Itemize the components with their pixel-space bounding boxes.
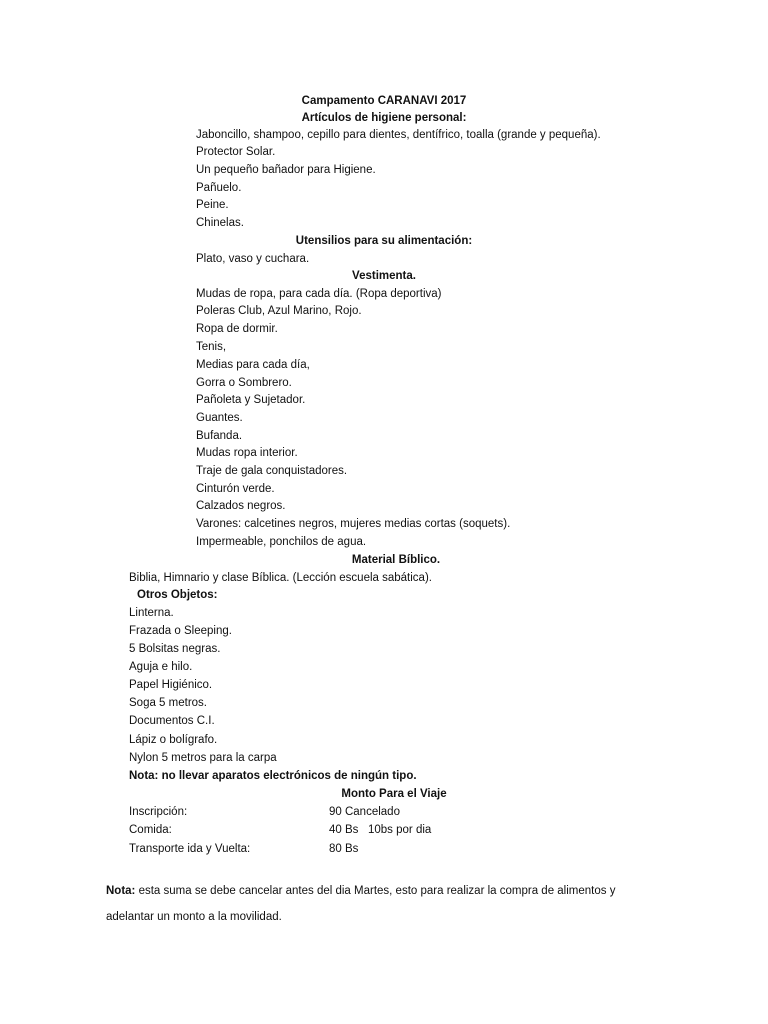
- final-note-text: esta suma se debe cancelar antes del dia Martes, esto para realizar la compra de alimentos y adelantar un monto a la movilidad.: [106, 885, 616, 923]
- list-item: Chinelas.: [196, 217, 244, 229]
- list-item: Frazada o Sleeping.: [129, 625, 232, 637]
- list-item: Nylon 5 metros para la carpa: [129, 752, 277, 764]
- list-item: Un pequeño bañador para Higiene.: [196, 164, 376, 176]
- cost-value: 40 Bs 10bs por dia: [329, 824, 432, 836]
- heading-vestimenta: Vestimenta.: [352, 270, 416, 282]
- cost-value: 90 Cancelado: [329, 806, 400, 818]
- cost-value: 80 Bs: [329, 843, 359, 855]
- list-item: Guantes.: [196, 412, 243, 424]
- final-note-label: Nota:: [106, 885, 136, 897]
- list-item: Biblia, Himnario y clase Bíblica. (Lección escuela sabática).: [129, 572, 432, 584]
- list-item: Mudas ropa interior.: [196, 447, 298, 459]
- list-item: Calzados negros.: [196, 500, 286, 512]
- note-electronics: Nota: no llevar aparatos electrónicos de ningún tipo.: [129, 770, 417, 782]
- list-item: Documentos C.I.: [129, 715, 215, 727]
- list-item: Ropa de dormir.: [196, 323, 278, 335]
- list-item: Poleras Club, Azul Marino, Rojo.: [196, 305, 362, 317]
- list-item: Medias para cada día,: [196, 359, 310, 371]
- list-item: Pañuelo.: [196, 182, 242, 194]
- list-item: Aguja e hilo.: [129, 661, 193, 673]
- heading-material-biblico: Material Bíblico.: [351, 554, 441, 566]
- list-item: Linterna.: [129, 607, 174, 619]
- heading-monto: Monto Para el Viaje: [341, 788, 447, 800]
- list-item: Varones: calcetines negros, mujeres medias cortas (soquets).: [196, 518, 511, 530]
- final-note: [106, 878, 626, 930]
- list-item: Impermeable, ponchilos de agua.: [196, 536, 367, 548]
- heading-otros-objetos: Otros Objetos:: [137, 589, 218, 601]
- list-item: Cinturón verde.: [196, 483, 275, 495]
- list-item: Mudas de ropa, para cada día. (Ropa deportiva): [196, 288, 442, 300]
- list-item: Lápiz o bolígrafo.: [129, 734, 218, 746]
- heading-alimentacion: Utensilios para su alimentación:: [295, 235, 473, 247]
- list-item: Protector Solar.: [196, 146, 276, 158]
- list-item: Soga 5 metros.: [129, 697, 207, 709]
- heading-higiene: Artículos de higiene personal:: [301, 112, 467, 124]
- list-item: Jaboncillo, shampoo, cepillo para dientes, dentífrico, toalla (grande y pequeña).: [196, 129, 601, 141]
- list-item: Tenis,: [196, 341, 227, 353]
- list-item: Traje de gala conquistadores.: [196, 465, 348, 477]
- document-title: Campamento CARANAVI 2017: [301, 95, 467, 107]
- list-item: Peine.: [196, 199, 229, 211]
- list-item: 5 Bolsitas negras.: [129, 643, 221, 655]
- list-item: Papel Higiénico.: [129, 679, 213, 691]
- cost-label: Transporte ida y Vuelta:: [129, 843, 251, 855]
- cost-label: Comida:: [129, 824, 172, 836]
- list-item: Pañoleta y Sujetador.: [196, 394, 306, 406]
- cost-label: Inscripción:: [129, 806, 188, 818]
- list-item: Gorra o Sombrero.: [196, 377, 292, 389]
- list-item: Bufanda.: [196, 430, 243, 442]
- list-item: Plato, vaso y cuchara.: [196, 253, 310, 265]
